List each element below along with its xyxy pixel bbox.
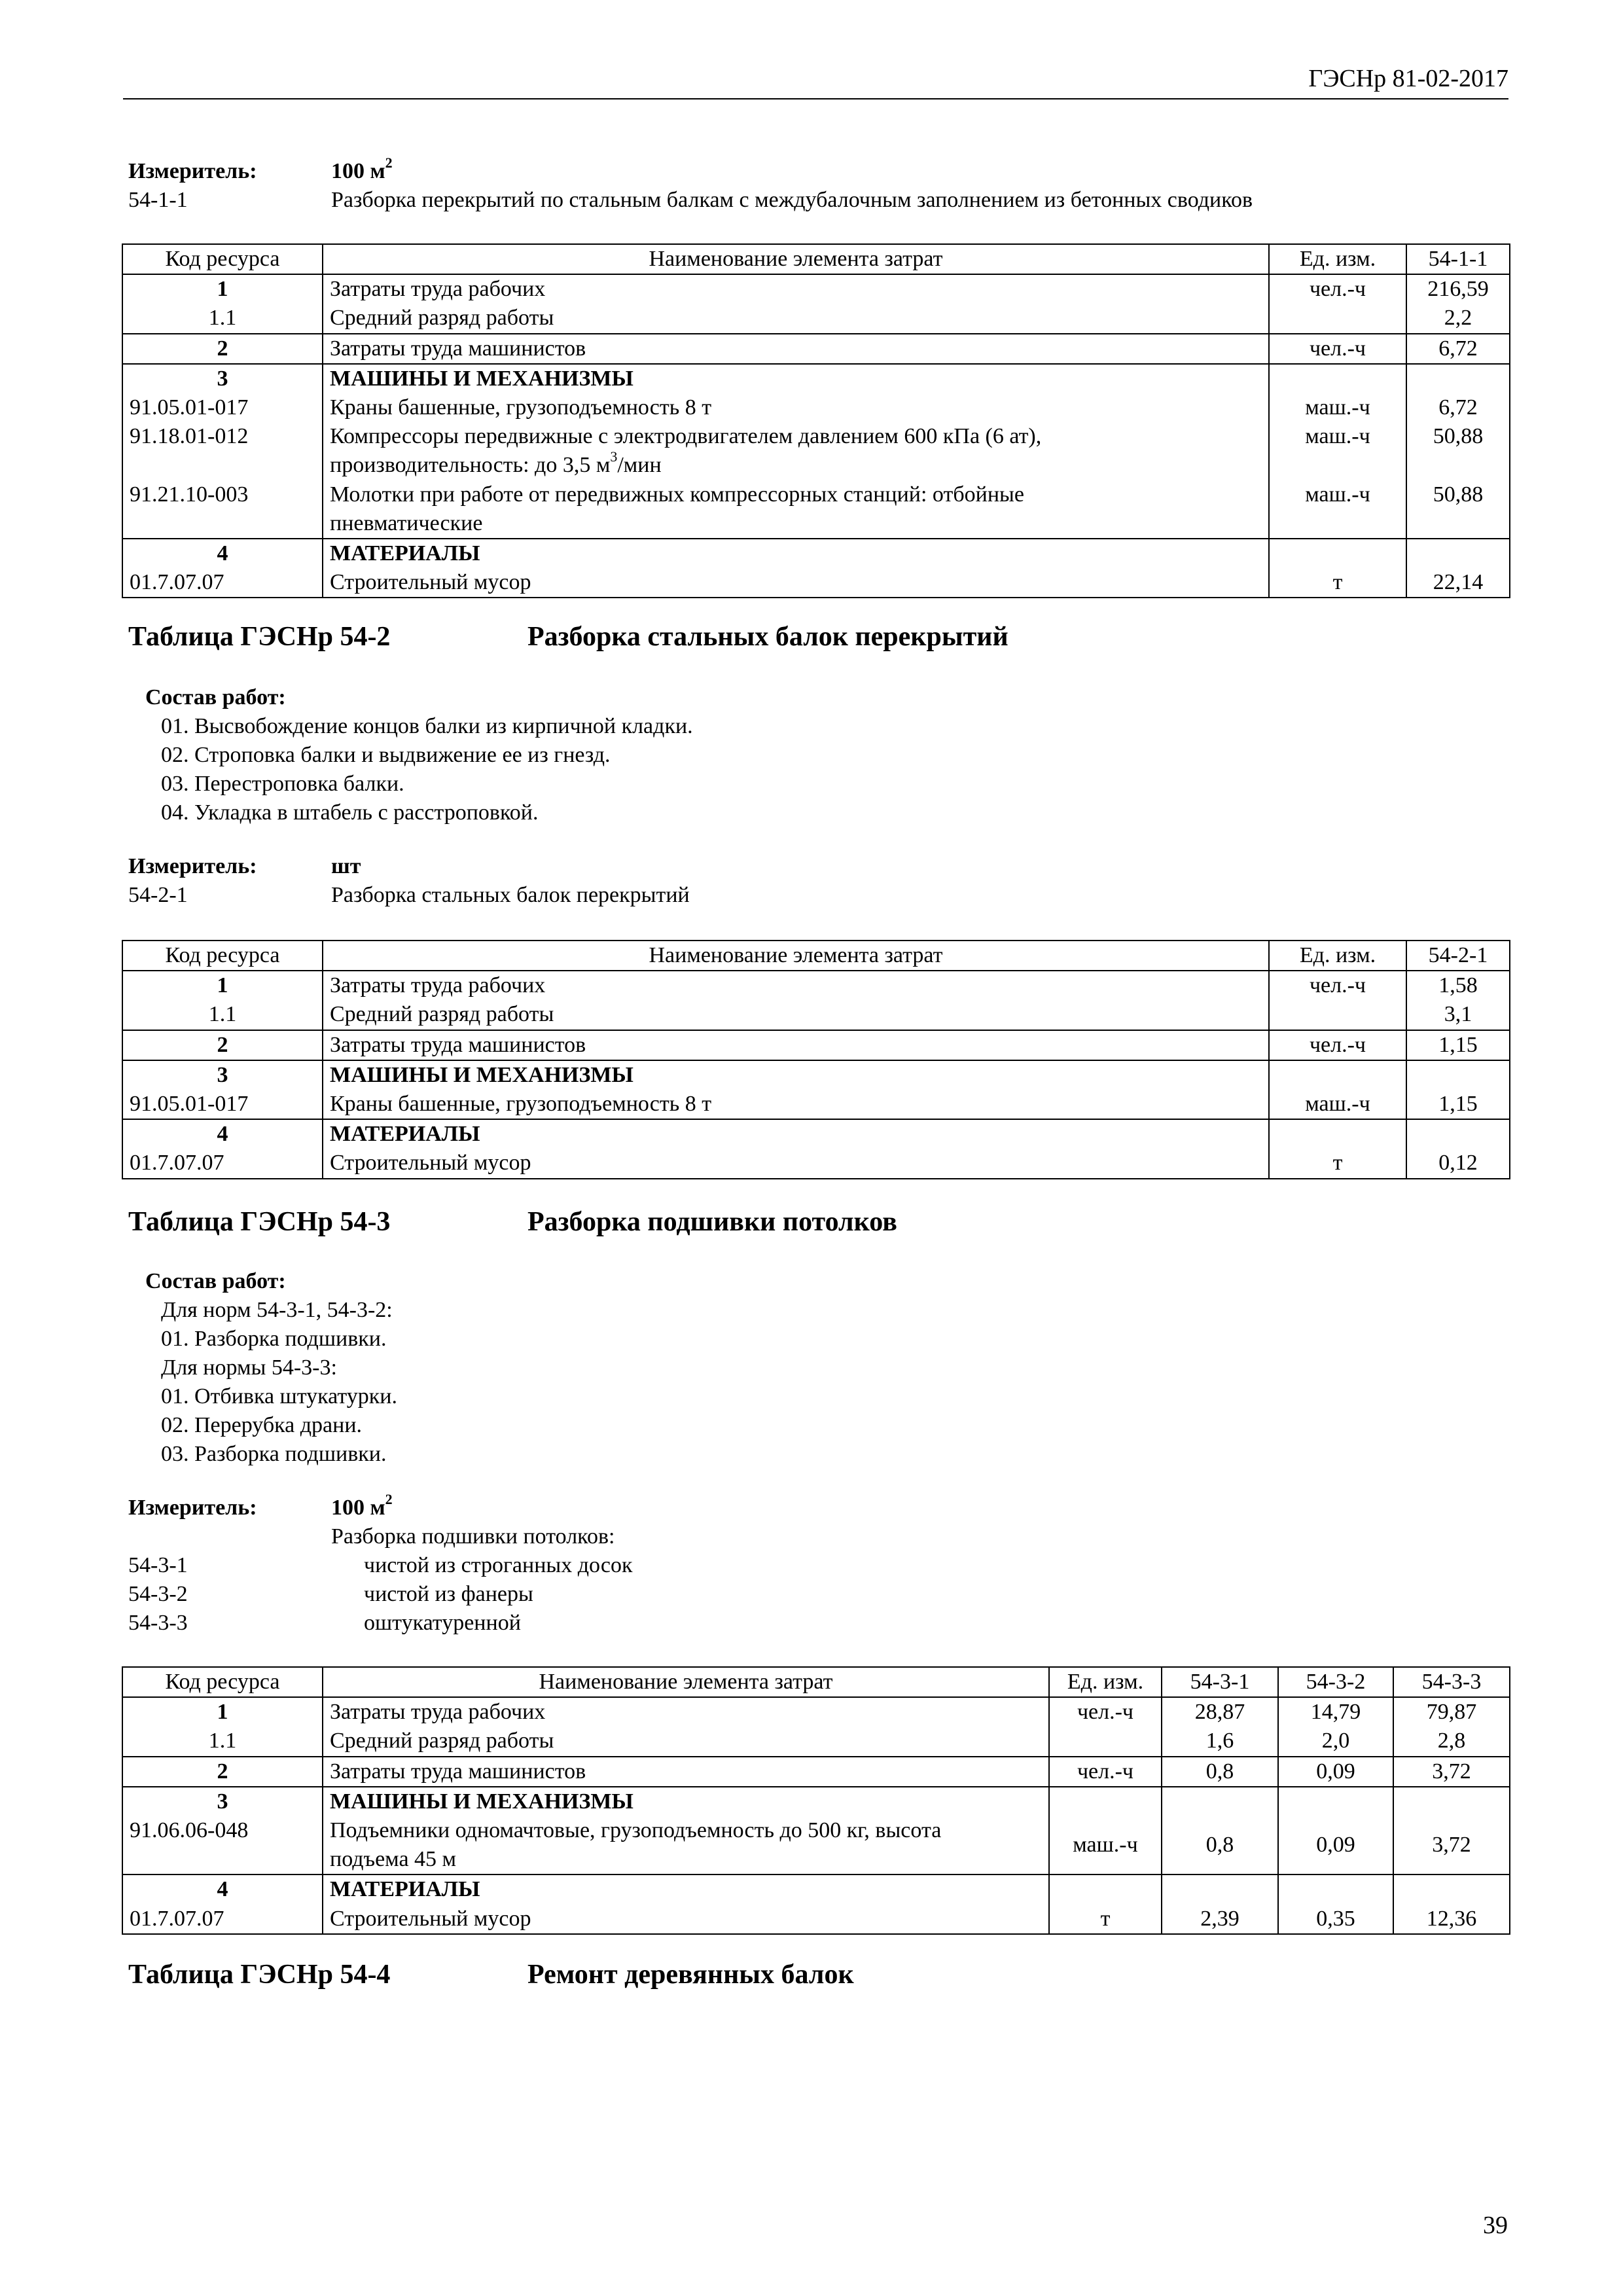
cell-code: 1 (122, 971, 323, 1000)
cell-code: 91.21.10-003 (122, 480, 323, 539)
cell-value: 14,79 (1278, 1697, 1393, 1727)
cell-name: Краны башенные, грузоподъемность 8 т (323, 393, 1269, 422)
resource-table-54-3 (122, 1666, 1510, 1935)
norm-group-name: Разборка подшивки потолков: (331, 1524, 615, 1549)
cell-unit: маш.-ч (1269, 480, 1406, 539)
table-title: Ремонт деревянных балок (527, 1960, 854, 1990)
table-title: Разборка стальных балок перекрытий (527, 622, 1008, 652)
cell-code: 4 (122, 1119, 323, 1149)
measure-block-54-2 (128, 852, 1503, 910)
table-row (122, 1816, 1510, 1874)
cell-value: 0,8 (1162, 1757, 1278, 1787)
cell-name: Краны башенные, грузоподъемность 8 т (323, 1090, 1269, 1119)
table-heading-54-2 (128, 619, 1503, 655)
cell-value: 0,8 (1162, 1816, 1278, 1874)
cell-unit: чел.-ч (1269, 274, 1406, 304)
norm-name: чистой из строганных досок (364, 1552, 633, 1577)
cell-name: Строительный мусор (323, 1905, 1049, 1934)
cell-code: 01.7.07.07 (122, 1149, 323, 1178)
cell-value (1393, 1787, 1510, 1816)
cell-unit: маш.-ч (1049, 1816, 1162, 1874)
cell-value: 2,39 (1162, 1905, 1278, 1934)
table-number: Таблица ГЭСНр 54-4 (128, 1960, 391, 1990)
cell-code: 3 (122, 1787, 323, 1816)
col-header-norm: 54-2-1 (1406, 941, 1510, 971)
work-op: 01. Отбивка штукатурки. (161, 1384, 397, 1408)
col-header-norm: 54-1-1 (1406, 244, 1510, 274)
table-row (122, 971, 1510, 1000)
cell-code: 2 (122, 1757, 323, 1787)
col-header-norm: 54-3-1 (1162, 1667, 1278, 1697)
cell-value (1406, 1119, 1510, 1149)
cell-name: Средний разряд работы (323, 304, 1269, 333)
table-number: Таблица ГЭСНр 54-2 (128, 622, 391, 652)
norm-code: 54-3-2 (128, 1581, 188, 1606)
table-row (122, 1119, 1510, 1149)
cell-value: 0,09 (1278, 1816, 1393, 1874)
work-op: 02. Строповка балки и выдвижение ее из гнезд. (161, 743, 611, 767)
cell-group-name: МАШИНЫ И МЕХАНИЗМЫ (323, 1787, 1049, 1816)
norm-code: 54-2-1 (128, 882, 188, 907)
cell-code: 1.1 (122, 1727, 323, 1756)
norm-name: Разборка стальных балок перекрытий (331, 882, 690, 907)
cell-name: Строительный мусор (323, 568, 1269, 598)
cell-code: 91.05.01-017 (122, 393, 323, 422)
table-row (122, 304, 1510, 333)
cell-value (1406, 539, 1510, 568)
cell-value (1278, 1787, 1393, 1816)
norm-code: 54-3-3 (128, 1610, 188, 1635)
cell-name: Затраты труда рабочих (323, 971, 1269, 1000)
norm-name: чистой из фанеры (364, 1581, 533, 1606)
cell-code: 91.05.01-017 (122, 1090, 323, 1119)
cell-unit: маш.-ч (1269, 393, 1406, 422)
cell-unit: чел.-ч (1049, 1757, 1162, 1787)
cell-unit: т (1049, 1905, 1162, 1934)
norm-name: оштукатуренной (364, 1610, 521, 1635)
sostav-label: Состав работ: (145, 1269, 286, 1293)
work-op: 01. Высвобождение концов балки из кирпичной кладки. (161, 714, 693, 738)
cell-code: 1.1 (122, 1000, 323, 1030)
cell-group-name: МАШИНЫ И МЕХАНИЗМЫ (323, 364, 1269, 393)
cell-value: 12,36 (1393, 1905, 1510, 1934)
col-header-name: Наименование элемента затрат (323, 1667, 1049, 1697)
col-header-code: Код ресурса (122, 941, 323, 971)
cell-value: 2,8 (1393, 1727, 1510, 1756)
table-row (122, 1874, 1510, 1904)
cell-group-name: МАТЕРИАЛЫ (323, 539, 1269, 568)
table-header-row (122, 244, 1510, 274)
cell-value: 216,59 (1406, 274, 1510, 304)
cell-unit: т (1269, 1149, 1406, 1178)
cell-unit (1049, 1727, 1162, 1756)
cell-code: 4 (122, 539, 323, 568)
cell-code: 3 (122, 1060, 323, 1090)
col-header-unit: Ед. изм. (1269, 941, 1406, 971)
table-title: Разборка подшивки потолков (527, 1207, 897, 1237)
cell-code: 01.7.07.07 (122, 568, 323, 598)
cell-unit: чел.-ч (1269, 334, 1406, 364)
cell-value: 0,35 (1278, 1905, 1393, 1934)
cell-value: 2,2 (1406, 304, 1510, 333)
cell-code: 91.06.06-048 (122, 1816, 323, 1874)
work-op: 02. Перерубка драни. (161, 1413, 363, 1437)
cell-unit (1049, 1874, 1162, 1904)
table-row (122, 1060, 1510, 1090)
cell-name: Затраты труда машинистов (323, 334, 1269, 364)
cell-value (1162, 1874, 1278, 1904)
work-composition-54-3 (145, 1267, 1454, 1469)
cell-value: 22,14 (1406, 568, 1510, 598)
cell-unit: чел.-ч (1269, 971, 1406, 1000)
cell-value: 6,72 (1406, 393, 1510, 422)
cell-group-name: МАШИНЫ И МЕХАНИЗМЫ (323, 1060, 1269, 1090)
table-row (122, 334, 1510, 364)
cell-unit (1269, 1060, 1406, 1090)
table-heading-54-4 (128, 1957, 1503, 1993)
table-row (122, 274, 1510, 304)
cell-unit: маш.-ч (1269, 422, 1406, 480)
table-row (122, 1030, 1510, 1060)
cell-name: Компрессоры передвижные с электродвигателем давлением 600 кПа (6 ат), производительность: до 3,5 $м^3$/мин (323, 422, 1269, 480)
table-heading-54-3 (128, 1204, 1503, 1240)
table-row (122, 480, 1510, 539)
table-row (122, 1090, 1510, 1119)
cell-value: 1,6 (1162, 1727, 1278, 1756)
col-header-code: Код ресурса (122, 244, 323, 274)
cell-value: 1,15 (1406, 1030, 1510, 1060)
table-row (122, 1000, 1510, 1030)
cell-value (1162, 1787, 1278, 1816)
table-row (122, 1757, 1510, 1787)
work-op: Для норм 54-3-1, 54-3-2: (161, 1298, 393, 1322)
cell-code: 3 (122, 364, 323, 393)
table-row (122, 1787, 1510, 1816)
cell-value: 3,72 (1393, 1816, 1510, 1874)
cell-name: Затраты труда рабочих (323, 274, 1269, 304)
table-row (122, 1697, 1510, 1727)
col-header-name: Наименование элемента затрат (323, 244, 1269, 274)
measure-label: Измеритель: (128, 1495, 257, 1520)
cell-name: Строительный мусор (323, 1149, 1269, 1178)
cell-value: 50,88 (1406, 480, 1510, 539)
page-number: 39 (1483, 2212, 1508, 2239)
cell-unit: чел.-ч (1049, 1697, 1162, 1727)
cell-value: 50,88 (1406, 422, 1510, 480)
cell-unit: т (1269, 568, 1406, 598)
work-composition-54-2 (145, 683, 1454, 827)
col-header-unit: Ед. изм. (1049, 1667, 1162, 1697)
cell-value: 1,15 (1406, 1090, 1510, 1119)
cell-name: Затраты труда рабочих (323, 1697, 1049, 1727)
norm-code: 54-3-1 (128, 1552, 188, 1577)
cell-name: Средний разряд работы (323, 1000, 1269, 1030)
table-row (122, 568, 1510, 598)
table-row (122, 539, 1510, 568)
cell-value (1406, 364, 1510, 393)
cell-unit (1269, 1119, 1406, 1149)
cell-code: 1 (122, 274, 323, 304)
cell-name: Затраты труда машинистов (323, 1030, 1269, 1060)
work-op: Для нормы 54-3-3: (161, 1355, 337, 1380)
cell-value: 2,0 (1278, 1727, 1393, 1756)
measure-block-54-3 (128, 1490, 1503, 1638)
cell-name: Затраты труда машинистов (323, 1757, 1049, 1787)
cell-code: 2 (122, 1030, 323, 1060)
table-number: Таблица ГЭСНр 54-3 (128, 1207, 391, 1237)
resource-table-54-1 (122, 243, 1510, 598)
table-row (122, 1727, 1510, 1756)
cell-unit (1269, 364, 1406, 393)
cell-name: Молотки при работе от передвижных компрессорных станций: отбойные пневматические (323, 480, 1269, 539)
cell-value: 0,09 (1278, 1757, 1393, 1787)
table-header-row (122, 941, 1510, 971)
table-row (122, 1149, 1510, 1178)
cell-name: Средний разряд работы (323, 1727, 1049, 1756)
cell-unit (1269, 539, 1406, 568)
col-header-norm: 54-3-3 (1393, 1667, 1510, 1697)
measure-value: шт (331, 853, 361, 878)
cell-code: 01.7.07.07 (122, 1905, 323, 1934)
sostav-label: Состав работ: (145, 685, 286, 709)
cell-value: 3,72 (1393, 1757, 1510, 1787)
table-row (122, 422, 1510, 480)
col-header-name: Наименование элемента затрат (323, 941, 1269, 971)
cell-value (1393, 1874, 1510, 1904)
norm-code: 54-1-1 (128, 187, 188, 212)
table-row (122, 1905, 1510, 1934)
measure-value: 100 $м^2$ (331, 1490, 393, 1520)
cell-value: 1,58 (1406, 971, 1510, 1000)
cell-unit (1049, 1787, 1162, 1816)
doc-code: ГЭСНр 81-02-2017 (1308, 65, 1508, 92)
cell-value (1278, 1874, 1393, 1904)
work-op: 03. Перестроповка балки. (161, 772, 404, 796)
col-header-unit: Ед. изм. (1269, 244, 1406, 274)
table-header-row (122, 1667, 1510, 1697)
measure-label: Измеритель: (128, 158, 257, 183)
running-header (123, 63, 1508, 99)
cell-group-name: МАТЕРИАЛЫ (323, 1119, 1269, 1149)
measure-label: Измеритель: (128, 853, 257, 878)
table-row (122, 364, 1510, 393)
work-op: 03. Разборка подшивки. (161, 1442, 387, 1466)
cell-code: 91.18.01-012 (122, 422, 323, 480)
cell-group-name: МАТЕРИАЛЫ (323, 1874, 1049, 1904)
measure-block-54-1 (128, 154, 1503, 215)
cell-unit: маш.-ч (1269, 1090, 1406, 1119)
resource-table-54-2 (122, 940, 1510, 1179)
table-row (122, 393, 1510, 422)
col-header-norm: 54-3-2 (1278, 1667, 1393, 1697)
cell-value: 0,12 (1406, 1149, 1510, 1178)
cell-value: 28,87 (1162, 1697, 1278, 1727)
cell-value: 3,1 (1406, 1000, 1510, 1030)
measure-value: 100 $м^2$ (331, 154, 393, 183)
work-op: 01. Разборка подшивки. (161, 1327, 387, 1351)
cell-code: 1.1 (122, 304, 323, 333)
cell-name: Подъемники одномачтовые, грузоподъемность до 500 кг, высота подъема 45 м (323, 1816, 1049, 1874)
cell-value: 6,72 (1406, 334, 1510, 364)
cell-value (1406, 1060, 1510, 1090)
cell-unit (1269, 304, 1406, 333)
cell-unit (1269, 1000, 1406, 1030)
work-op: 04. Укладка в штабель с расстроповкой. (161, 800, 539, 825)
cell-unit: чел.-ч (1269, 1030, 1406, 1060)
cell-code: 1 (122, 1697, 323, 1727)
cell-value: 79,87 (1393, 1697, 1510, 1727)
col-header-code: Код ресурса (122, 1667, 323, 1697)
norm-name: Разборка перекрытий по стальным балкам с междубалочным заполнением из бетонных сводиков (331, 187, 1253, 212)
cell-code: 4 (122, 1874, 323, 1904)
cell-code: 2 (122, 334, 323, 364)
